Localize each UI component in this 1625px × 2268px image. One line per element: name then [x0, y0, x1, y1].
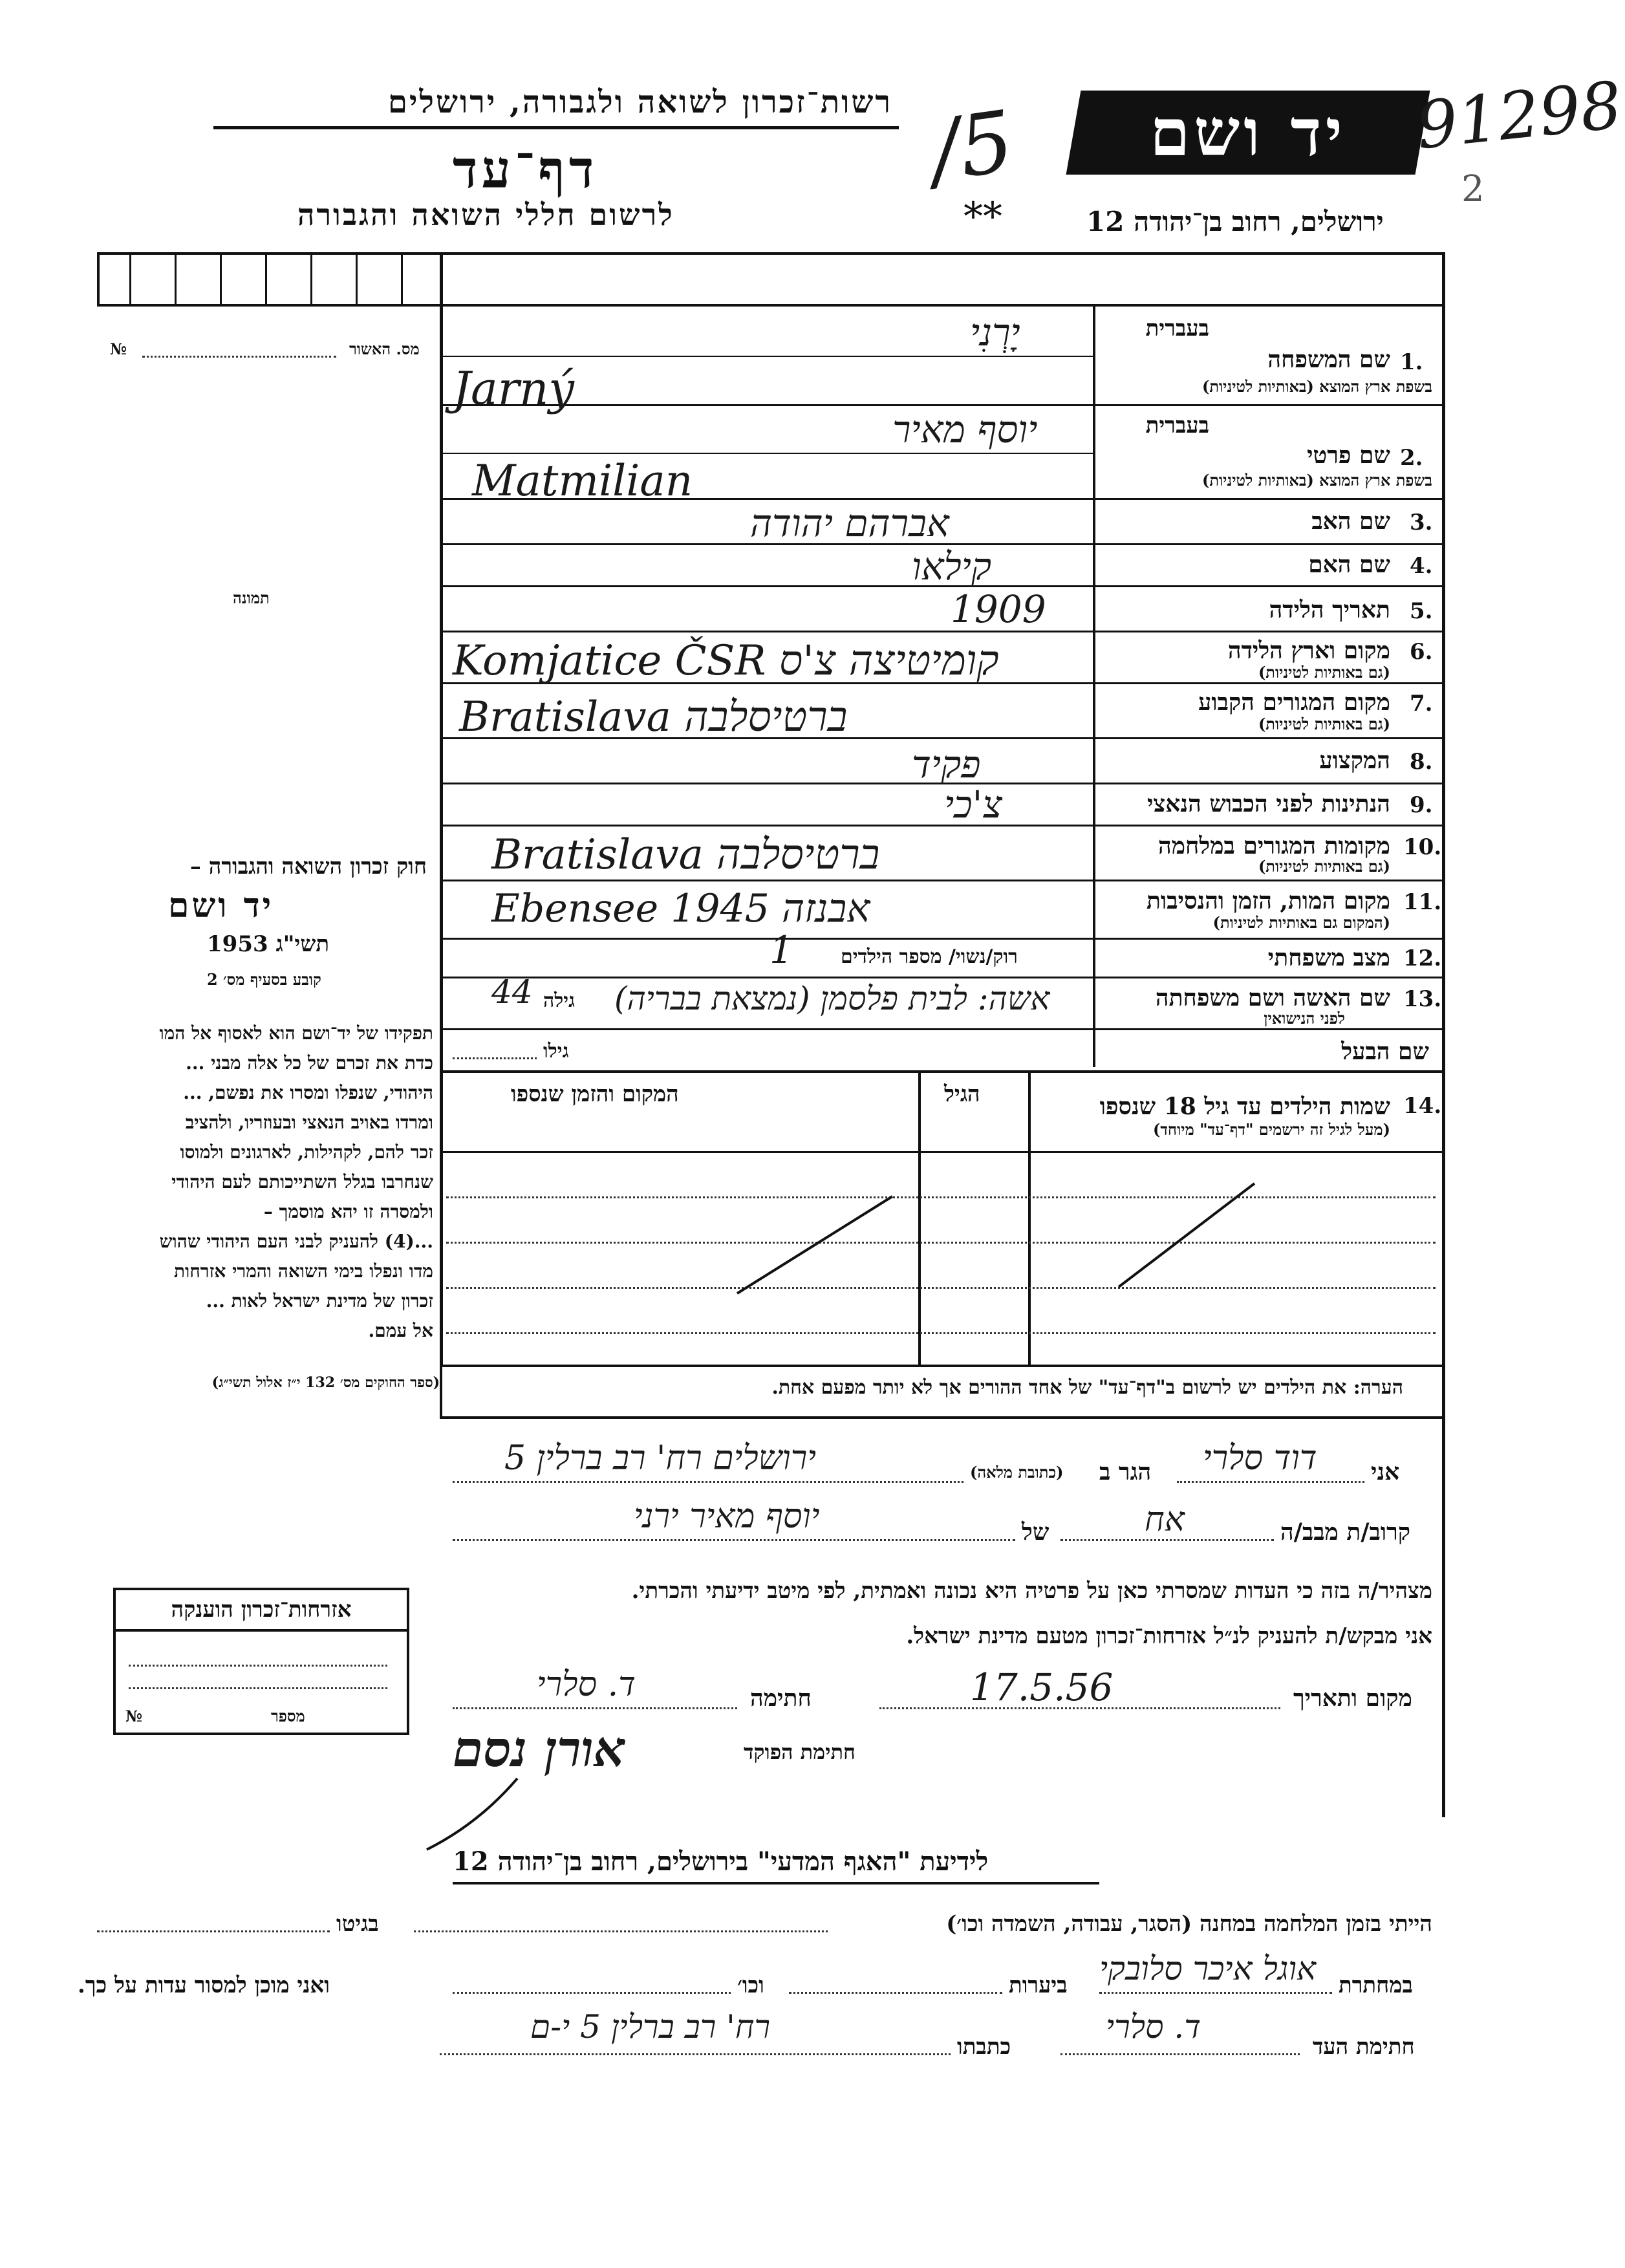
law-text-line: מדו ונפלו בימי השואה והמרי אזרחות: [174, 1260, 433, 1282]
address-header: ירושלים, רחוב בן־יהודה 12: [1086, 206, 1384, 237]
field12-number: 12.: [1403, 945, 1442, 971]
husband-label: שם הבעל: [1341, 1038, 1429, 1065]
field12-label: מצב משפחתי: [1267, 944, 1390, 971]
citizenship-number-suffix: №: [125, 1707, 143, 1725]
law-stamp-title: חוק זכרון השואה והגבורה –: [189, 854, 427, 880]
field2-latin-value: Matmilian: [472, 456, 693, 506]
citizenship-box: [113, 1588, 409, 1735]
info-etc-label: וכו׳: [737, 1972, 764, 1998]
decl-i-value: דוד סלרי: [1203, 1439, 1317, 1478]
handwritten-slash-number: /5: [925, 91, 1020, 201]
field14-label: שמות הילדים עד גיל 18 שנספו: [1099, 1093, 1390, 1120]
law-text-line: כדת את זכרם של כל אלה מבני ...: [186, 1052, 433, 1074]
decl-place-date-label: מקום ותאריך: [1293, 1685, 1412, 1712]
field10-number: 10.: [1403, 834, 1442, 860]
field6-label: מקום וארץ הלידה: [1227, 637, 1390, 664]
field7-sub: (גם באותיות לטיניות): [1258, 715, 1390, 733]
field1-number: 1.: [1400, 349, 1423, 375]
field1-sub: בשפת ארץ המוצא (באותיות לטיניות): [1202, 377, 1432, 396]
field8-label: המקצוע: [1319, 747, 1390, 774]
field2-number: 2.: [1400, 445, 1423, 471]
law-text-line: שנחרבו בגלל השתייכותם לעם היהודי: [171, 1171, 433, 1193]
info-witness-sig-value: ד. סלרי: [1106, 2008, 1201, 2046]
info-forests-label: ביערות: [1009, 1972, 1068, 1998]
field8-number: 8.: [1410, 749, 1433, 775]
law-reference: (ספר החוקים מס׳ 132 י״ז אלול תשי״ג): [211, 1374, 440, 1391]
field3-value: אברהם יהודה: [750, 501, 949, 545]
decl-resides-sub: (כתובת מלאה): [970, 1463, 1064, 1482]
logo-text: יד ושם: [1150, 94, 1346, 171]
field12-value: רוק/נשוי/ מספר הילדים: [841, 945, 1018, 968]
field7-label: מקום המגורים הקבוע: [1198, 689, 1390, 716]
law-text-line: ולמסרה זו יהא מוסמך –: [263, 1201, 433, 1222]
field8-value: פקיד: [912, 742, 981, 786]
info-underground-label: במחתרת: [1339, 1972, 1413, 1998]
info-ready-label: ואני מוכן למסור עדות על כך.: [78, 1972, 330, 1998]
law-text-line: ומרדו באויב הנאצי ובעוזריו, ולהציב: [185, 1112, 433, 1133]
children-col-age: הגיל: [944, 1081, 980, 1107]
handwritten-catalog-number: 91298: [1412, 67, 1625, 164]
field13-value: אשה: לבית פלסמן (נמצאת בבריה): [614, 980, 1050, 1017]
field13-sub: לפני הנישואין: [1264, 1009, 1345, 1028]
info-underground-value: אוגל איכר סלובקי: [1099, 1950, 1317, 1987]
authority-title: רשות־זכרון לשואה ולגבורה, ירושלים: [387, 84, 892, 120]
note-text: הערה: את הילדים יש לרשום ב"דף־עד" של אחד ההורים אך לא יותר מפעם אחת.: [771, 1376, 1403, 1399]
law-text-line: ...(4) להעניק לבני העם היהודי שהוש: [159, 1231, 433, 1252]
field2-sub: בשפת ארץ המוצא (באותיות לטיניות): [1202, 471, 1432, 490]
field9-value: צ'כי: [944, 783, 1002, 826]
field4-number: 4.: [1410, 553, 1433, 579]
law-text-line: אל עמם.: [368, 1320, 433, 1341]
decl-i-label: אני: [1371, 1458, 1400, 1485]
field10-sub: (גם באותיות לטיניות): [1258, 857, 1390, 876]
field1-latin-value: Jarný: [453, 362, 574, 415]
strike-mark-right: [1106, 1177, 1267, 1293]
form-title: דף־עד: [453, 139, 598, 200]
field2-hebrew-value: יוסף מאיר: [892, 407, 1038, 451]
field5-number: 5.: [1410, 598, 1433, 624]
field11-value: Ebensee 1945 אבנזה: [491, 886, 870, 931]
law-text: [97, 1019, 433, 1346]
field6-number: 6.: [1410, 639, 1433, 665]
field2-hebrew-tag: בעברית: [1145, 413, 1209, 438]
field13-age-label: גילה: [543, 989, 576, 1012]
decl-date-value: 17.5.56: [970, 1665, 1114, 1709]
info-title: לידיעת "האגף המדעי" בירושלים, רחוב בן־יהודה 12: [453, 1846, 989, 1877]
info-camp-line: הייתי בזמן המלחמה במחנה (הסגר, עבודה, השמדה וכו׳): [946, 1911, 1432, 1937]
corner-mark: 2: [1461, 168, 1485, 210]
field14-sub: (מעל לגיל זה ירשמים "דף־עד" מיוחד): [1153, 1120, 1390, 1139]
decl-address-value: ירושלים רח' רב ברלין 5: [504, 1439, 816, 1478]
field13-label: שם האשה ושם משפחתה: [1155, 984, 1390, 1011]
field9-number: 9.: [1410, 792, 1433, 818]
field11-label: מקום המות, הזמן והנסיבות: [1146, 887, 1390, 914]
decl-relation-value: אח: [1145, 1500, 1185, 1539]
decl-signature-value: ד. סלרי: [537, 1665, 636, 1704]
info-witness-sig-label: חתימת העד: [1313, 2034, 1415, 2060]
decl-relative-label: קרוב/ת מבב/ה: [1280, 1518, 1411, 1546]
info-ghetto-label: בגיטו: [336, 1911, 379, 1937]
children-col-place: המקום והזמן שנספו: [511, 1081, 679, 1107]
field1-hebrew-tag: בעברית: [1145, 316, 1209, 341]
field4-value: קילאו: [912, 545, 992, 589]
law-text-line: תפקידו של יד־ושם הוא לאסוף אל המו: [159, 1022, 433, 1044]
field10-label: מקומות המגורים במלחמה: [1158, 832, 1390, 859]
law-text-line: היהודי, שנפלו ומסרו את נפשם, ...: [183, 1082, 433, 1103]
law-stamp-logo: יד ושם: [168, 886, 274, 925]
citizenship-title: אזרחות־זכרון הוענקה: [116, 1590, 407, 1632]
strike-mark-left: [724, 1183, 905, 1300]
serial-suffix: №: [110, 340, 127, 358]
field7-value: Bratislava ברטיסלבה: [459, 693, 848, 741]
field4-label: שם האם: [1308, 551, 1390, 578]
photo-label: תמונה: [233, 589, 270, 607]
field2-label: שם פרטי: [1307, 442, 1390, 469]
field11-number: 11.: [1403, 889, 1442, 915]
field13-age-value: 44: [491, 973, 533, 1011]
field14-number: 14.: [1403, 1093, 1442, 1119]
law-stamp-year: תשי"ג 1953: [207, 931, 330, 957]
field3-number: 3.: [1410, 510, 1433, 535]
info-witness-addr-value: רח' רב ברלין 5 י-ם: [530, 2008, 771, 2046]
serial-label: מס. האשור: [349, 340, 420, 358]
field9-label: הנתינות לפני הכבוש הנאצי: [1146, 790, 1390, 817]
field6-value: Komjatice ČSR קומיטיצה צ'ס: [453, 637, 999, 685]
decl-officer-label: חתימת הפוקד: [744, 1740, 856, 1764]
law-stamp-clause: קובע בסעיף מס׳ 2: [207, 970, 321, 989]
form-subtitle: לרשום חללי השואה והגבורה: [297, 197, 674, 232]
decl-statement1: מצהיר/ה בזה כי העדות שמסרתי כאן על פרטיה היא נכונה ואמתית, לפי מיטב ידיעתי והכרתי.: [631, 1578, 1432, 1604]
decl-signature-label: חתימה: [750, 1685, 812, 1712]
asterisks-mark: **: [963, 194, 1002, 239]
yad-vashem-logo: [1066, 91, 1430, 175]
field13-number: 13.: [1403, 986, 1442, 1012]
husband-age-label: גילו: [543, 1040, 569, 1063]
field10-value: Bratislava ברטיסלבה: [491, 831, 880, 879]
decl-of-value: יוסף מאיר ירני: [634, 1497, 820, 1536]
citizenship-number-label: מספר: [271, 1707, 305, 1725]
decl-of-label: של: [1022, 1518, 1049, 1546]
field6-sub: (גם באותיות לטיניות): [1258, 663, 1390, 682]
decl-officer-value: אורן נסם: [453, 1720, 625, 1778]
field1-label: שם המשפחה: [1267, 346, 1390, 373]
field12-children-count: 1: [769, 928, 793, 972]
field5-label: תאריך הלידה: [1269, 596, 1390, 623]
field5-value: 1909: [951, 587, 1046, 631]
decl-resides-label: הגר ב: [1099, 1458, 1152, 1485]
info-witness-addr-label: כתבתו: [957, 2034, 1011, 2060]
decl-statement2: אני מבקש/ת להעניק לנ״ל אזרחות־זכרון מטעם מדינת ישראל.: [906, 1623, 1432, 1649]
field3-label: שם האב: [1311, 508, 1390, 535]
officer-signature-stroke: [401, 1772, 530, 1856]
field7-number: 7.: [1410, 691, 1433, 717]
field1-hebrew-value: יָרְנִי: [970, 310, 1020, 354]
law-text-line: זכרון של מדינת ישראל לאות ...: [206, 1290, 433, 1312]
law-text-line: זכר להם, לקהילות, לארגונים ולמוסו: [180, 1141, 433, 1163]
field11-sub: (המקום גם באותיות לטיניות): [1212, 913, 1390, 932]
